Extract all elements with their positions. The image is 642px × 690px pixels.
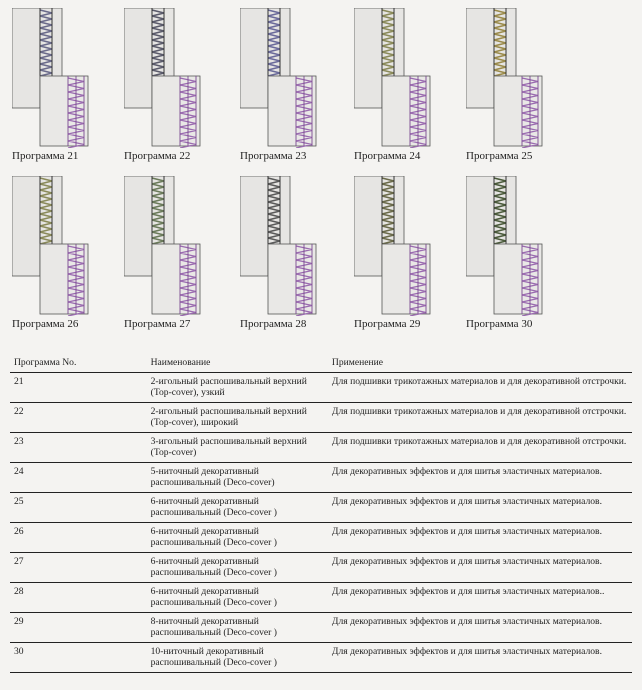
program-number-cell: 28 (10, 582, 147, 612)
program-22-figure (124, 8, 244, 168)
table-row (10, 612, 632, 642)
program-application-cell: Для декоративных эффектов и для шитья эластичных материалов. (328, 462, 632, 492)
program-number-cell: 25 (10, 492, 147, 522)
header-application: Применение (328, 355, 632, 372)
stitch-sample-image (466, 8, 586, 148)
program-label: Программа 26 (12, 318, 79, 330)
program-table (10, 355, 632, 673)
program-label: Программа 22 (124, 150, 191, 162)
program-label: Программа 29 (354, 318, 421, 330)
stitch-sample-image (12, 176, 132, 316)
table-row (10, 492, 632, 522)
table-row (10, 402, 632, 432)
stitch-sample-image (240, 176, 360, 316)
header-program-no: Программа No. (10, 355, 147, 372)
program-label: Программа 28 (240, 318, 307, 330)
program-name-cell: 3-игольный распошивальный верхний (Top-cover) (147, 432, 328, 462)
stitch-sample-image (466, 176, 586, 316)
program-label: Программа 23 (240, 150, 307, 162)
table-header-row (10, 355, 632, 372)
stitch-sample-image (12, 8, 132, 148)
program-name-cell: 8-ниточный декоративный распошивальный (Deco-cover ) (147, 612, 328, 642)
program-name-cell: 2-игольный распошивальный верхний (Top-cover), широкий (147, 402, 328, 432)
program-number-cell: 22 (10, 402, 147, 432)
program-application-cell: Для декоративных эффектов и для шитья эластичных материалов. (328, 552, 632, 582)
program-name-cell: 2-игольный распошивальный верхний (Top-cover), узкий (147, 372, 328, 402)
program-application-cell: Для декоративных эффектов и для шитья эластичных материалов. (328, 522, 632, 552)
program-application-cell: Для декоративных эффектов и для шитья эластичных материалов. (328, 642, 632, 672)
program-number-cell: 30 (10, 642, 147, 672)
program-name-cell: 6-ниточный декоративный распошивальный (Deco-cover ) (147, 522, 328, 552)
program-number-cell: 27 (10, 552, 147, 582)
program-28-figure (240, 176, 360, 336)
program-name-cell: 10-ниточный декоративный распошивальный (Deco-cover ) (147, 642, 328, 672)
program-application-cell: Для декоративных эффектов и для шитья эластичных материалов.. (328, 582, 632, 612)
stitch-sample-image (354, 176, 474, 316)
program-name-cell: 6-ниточный декоративный распошивальный (Deco-cover ) (147, 492, 328, 522)
program-26-figure (12, 176, 132, 336)
program-21-figure (12, 8, 132, 168)
program-number-cell: 26 (10, 522, 147, 552)
program-25-figure (466, 8, 586, 168)
program-24-figure (354, 8, 474, 168)
program-number-cell: 29 (10, 612, 147, 642)
table-row (10, 582, 632, 612)
program-application-cell: Для декоративных эффектов и для шитья эластичных материалов. (328, 612, 632, 642)
program-29-figure (354, 176, 474, 336)
program-application-cell: Для декоративных эффектов и для шитья эластичных материалов. (328, 492, 632, 522)
program-name-cell: 6-ниточный декоративный распошивальный (Deco-cover ) (147, 582, 328, 612)
program-label: Программа 25 (466, 150, 533, 162)
program-name-cell: 6-ниточный декоративный распошивальный (Deco-cover ) (147, 552, 328, 582)
program-name-cell: 5-ниточный декоративный распошивальный (Deco-cover) (147, 462, 328, 492)
program-number-cell: 21 (10, 372, 147, 402)
program-application-cell: Для подшивки трикотажных материалов и для декоративной отстрочки. (328, 432, 632, 462)
program-label: Программа 30 (466, 318, 533, 330)
program-number-cell: 24 (10, 462, 147, 492)
program-number-cell: 23 (10, 432, 147, 462)
table-row (10, 522, 632, 552)
program-label: Программа 24 (354, 150, 421, 162)
program-27-figure (124, 176, 244, 336)
program-label: Программа 21 (12, 150, 79, 162)
table-row (10, 462, 632, 492)
stitch-sample-image (354, 8, 474, 148)
table-row (10, 432, 632, 462)
stitch-sample-image (124, 8, 244, 148)
table-row (10, 372, 632, 402)
program-application-cell: Для подшивки трикотажных материалов и для декоративной отстрочки. (328, 372, 632, 402)
stitch-sample-image (124, 176, 244, 316)
header-name: Наименование (147, 355, 328, 372)
stitch-program-grid (0, 0, 642, 340)
program-23-figure (240, 8, 360, 168)
table-row (10, 552, 632, 582)
program-30-figure (466, 176, 586, 336)
program-label: Программа 27 (124, 318, 191, 330)
table-row (10, 642, 632, 672)
stitch-sample-image (240, 8, 360, 148)
program-application-cell: Для подшивки трикотажных материалов и для декоративной отстрочки. (328, 402, 632, 432)
